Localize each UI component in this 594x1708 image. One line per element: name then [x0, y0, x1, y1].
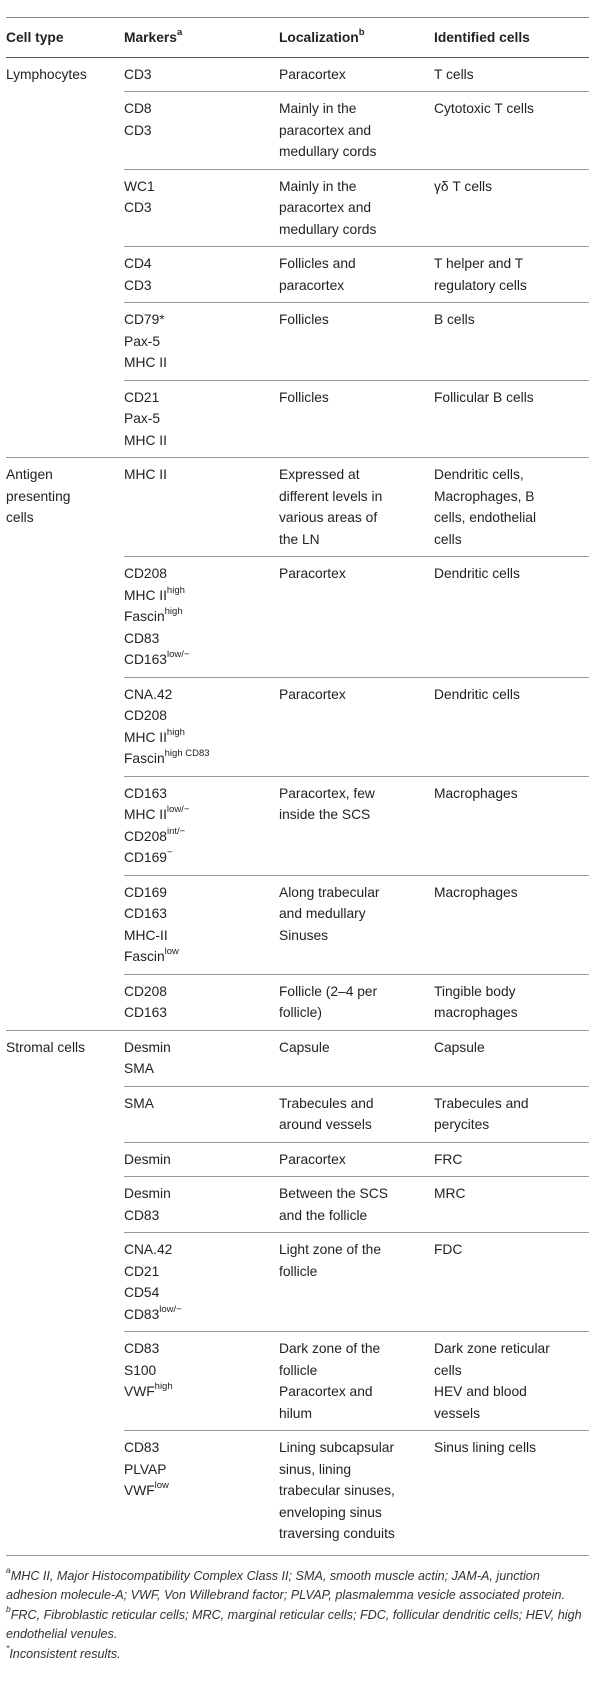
markers-line: CD83 — [124, 630, 160, 646]
markers-cell — [124, 169, 279, 247]
footnote — [6, 1603, 586, 1643]
cell-type-line: Lymphocytes — [6, 66, 87, 82]
markers-line: CD3 — [124, 200, 152, 215]
identifieds-cell-line: MRC — [434, 1186, 466, 1201]
identifieds-cell-line: Follicular B cells — [434, 389, 534, 405]
column-header-footnote-mark: a — [176, 27, 183, 39]
table-footnotes — [6, 1564, 586, 1666]
localization-line: Trabecules and — [279, 1095, 374, 1111]
markers-line: CD163 — [124, 1005, 167, 1020]
identified-cells-cell — [434, 458, 589, 557]
markers-line: MHC II — [124, 355, 167, 370]
markers-cell — [124, 1431, 279, 1551]
localization-line: paracortex and — [279, 122, 372, 138]
identified-cells-cell — [434, 1030, 589, 1086]
markers-line: Fascin$^{high}$ — [124, 606, 183, 624]
footnote — [6, 1642, 586, 1664]
localization-line: sinus, lining — [279, 1461, 352, 1477]
localization-line: Paracortex — [279, 66, 346, 82]
table-row — [6, 1030, 589, 1086]
identifieds-cell-line: Trabecules and — [434, 1095, 529, 1111]
markers-line: Pax-5 — [124, 333, 161, 349]
markers-cell — [124, 303, 279, 381]
footnote-mark: * — [6, 1642, 10, 1653]
cell-type-line: cells — [6, 510, 34, 525]
markers-line: $VWF^{low}$ — [124, 1480, 169, 1498]
localization-cell — [279, 303, 434, 381]
identified-cells-cell — [434, 1431, 589, 1551]
localization-line: Paracortex and — [279, 1384, 373, 1399]
column-header — [434, 18, 589, 58]
markers-line: SMA — [124, 1061, 154, 1076]
localization-cell — [279, 1233, 434, 1332]
localization-line: Along trabecular — [279, 884, 380, 900]
identifieds-cell-line: vessels — [434, 1405, 481, 1421]
superscript: int/− — [166, 825, 186, 837]
table-row — [6, 458, 589, 557]
markers-line: MHC $II^{high}$ — [124, 584, 185, 603]
localization-line: Capsule — [279, 1039, 330, 1055]
localization-line: Mainly in the — [279, 178, 357, 194]
markers-line: CNA.42 — [124, 1242, 173, 1257]
localization-cell — [279, 974, 434, 1030]
identifieds-cell-line: Macrophages — [434, 884, 518, 900]
cell-type-cell — [6, 57, 124, 458]
identifieds-cell-line: T cells — [434, 66, 474, 82]
markers-line: CD169 — [124, 884, 167, 900]
localization-line: Paracortex — [279, 686, 346, 702]
column-header-footnote-mark: b — [358, 27, 365, 39]
localization-cell — [279, 1177, 434, 1233]
localization-line: Dark zone of the — [279, 1341, 381, 1356]
identified-cells-cell — [434, 1177, 589, 1233]
localization-line: Follicles — [279, 389, 329, 405]
localization-cell — [279, 776, 434, 875]
markers-line: Fascin$^{low}$ — [124, 946, 179, 964]
identified-cells-cell — [434, 1233, 589, 1332]
clipped-caption-remnant — [0, 0, 594, 8]
identifieds-cell-line: Dendritic cells — [434, 566, 520, 581]
identifieds-cell-line: cells — [434, 531, 462, 547]
localization-cell — [279, 57, 434, 92]
localization-line: different levels in — [279, 488, 383, 504]
identifieds-cell-line: Macrophages, B — [434, 488, 535, 504]
localization-line: medullary cords — [279, 221, 377, 237]
markers-line: CD83 — [124, 1440, 160, 1455]
identifieds-cell-line: Cytotoxic T cells — [434, 101, 534, 116]
footnote — [6, 1564, 586, 1604]
table-header — [6, 18, 589, 58]
localization-line: paracortex — [279, 277, 345, 293]
localization-line: Paracortex, few — [279, 785, 375, 801]
column-header-label: Cell type — [6, 30, 64, 45]
localization-line: Expressed at — [279, 467, 360, 482]
markers-line: CD169− — [124, 847, 173, 865]
markers-cell — [124, 247, 279, 303]
markers-line: $CD83^{low/-}$ — [124, 1303, 182, 1322]
table-bottom-rule — [6, 1555, 589, 1556]
markers-line: Desmin — [124, 1151, 171, 1167]
identifieds-cell-line: perycites — [434, 1117, 490, 1132]
localization-line: Paracortex — [279, 566, 346, 581]
markers-line: $CD163^{low/-}$ — [124, 649, 190, 667]
localization-line: Mainly in the — [279, 101, 357, 116]
identified-cells-cell — [434, 1142, 589, 1177]
identifieds-cell-line: HEV and blood — [434, 1384, 527, 1399]
identifieds-cell-line: T helper and T — [434, 256, 524, 271]
identified-cells-cell — [434, 169, 589, 247]
markers-line: S100 — [124, 1362, 157, 1378]
identifieds-cell-line: Dark zone reticular — [434, 1341, 550, 1356]
superscript: high — [166, 584, 185, 596]
footnote-mark: b — [6, 1603, 11, 1614]
localization-line: traversing conduits — [279, 1526, 395, 1541]
superscript: low/− — [166, 649, 190, 661]
localization-line: paracortex and — [279, 200, 372, 215]
markers-cell — [124, 1030, 279, 1086]
markers-cell — [124, 92, 279, 170]
markers-cell — [124, 557, 279, 678]
markers-cell — [124, 1233, 279, 1332]
markers-line: MHC $II^{high}$ — [124, 726, 185, 745]
identifieds-cell-line: Dendritic cells — [434, 686, 520, 702]
superscript: high — [166, 726, 185, 738]
markers-cell — [124, 1332, 279, 1431]
localization-line: Follicles — [279, 312, 329, 327]
localization-line: Lining subcapsular — [279, 1440, 395, 1455]
identified-cells-cell — [434, 1332, 589, 1431]
footnote-mark: a — [6, 1564, 11, 1575]
identifieds-cell-line: FDC — [434, 1242, 463, 1257]
markers-cell — [124, 57, 279, 92]
identified-cells-cell — [434, 974, 589, 1030]
cell-type-cell — [6, 1030, 124, 1551]
localization-cell — [279, 875, 434, 974]
identifieds-cell-line: cells, endothelial — [434, 510, 537, 525]
markers-line: CD3 — [124, 122, 152, 138]
cell-type-line: Antigen — [6, 467, 53, 482]
identifieds-cell-line: Tingible body — [434, 983, 516, 999]
markers-line: Fascin$^{high CD83}$ — [124, 748, 210, 766]
identifieds-cell-line: B cells — [434, 312, 475, 327]
markers-line: CNA.42 — [124, 686, 173, 702]
markers-line: PLVAP — [124, 1461, 167, 1477]
markers-line: CD208 — [124, 566, 167, 581]
localization-cell — [279, 380, 434, 458]
markers-line: MHC $II^{low/-}$ — [124, 804, 190, 822]
markers-line: CD208 — [124, 708, 167, 723]
markers-line: MHC II — [124, 467, 167, 482]
markers-line: CD4 — [124, 256, 152, 271]
localization-cell — [279, 1431, 434, 1551]
identifieds-cell-line: FRC — [434, 1151, 463, 1167]
markers-line: CD208 — [124, 983, 167, 999]
localization-line: enveloping sinus — [279, 1504, 382, 1520]
identifieds-cell-line: cells — [434, 1362, 462, 1378]
identifieds-cell-line: Dendritic cells, — [434, 467, 524, 482]
localization-line: and medullary — [279, 906, 366, 921]
localization-cell — [279, 677, 434, 776]
markers-line: SMA — [124, 1095, 154, 1111]
localization-line: follicle) — [279, 1005, 322, 1020]
superscript: low/− — [166, 804, 190, 816]
markers-cell — [124, 1086, 279, 1142]
identified-cells-cell — [434, 380, 589, 458]
identified-cells-cell — [434, 677, 589, 776]
superscript: high — [154, 1381, 173, 1393]
markers-line: Pax-5 — [124, 411, 161, 426]
superscript: high CD83 — [164, 748, 210, 760]
markers-cell — [124, 677, 279, 776]
identifieds-cell-line: regulatory cells — [434, 277, 527, 293]
cell-type-line: Stromal cells — [6, 1039, 85, 1055]
markers-line: MHC II — [124, 432, 167, 448]
identified-cells-cell — [434, 57, 589, 92]
footnote-text: Inconsistent results. — [9, 1647, 121, 1661]
localization-line: the LN — [279, 531, 320, 547]
identified-cells-cell — [434, 557, 589, 678]
footnote-text: FRC, Fibroblastic reticular cells; MRC, marginal reticular cells; FDC, follicular dendritic cells; HEV, high endothelial venules. — [6, 1608, 582, 1641]
column-header — [279, 18, 434, 58]
markers-cell — [124, 776, 279, 875]
identified-cells-cell — [434, 875, 589, 974]
localization-line: around vessels — [279, 1117, 372, 1132]
markers-cell — [124, 458, 279, 557]
markers-line: CD21 — [124, 389, 160, 405]
markers-cell — [124, 1177, 279, 1233]
markers-line: CD83 — [124, 1341, 160, 1356]
column-header-label: Markers — [124, 30, 177, 45]
markers-line: CD79* — [124, 312, 165, 327]
markers-cell — [124, 1142, 279, 1177]
cell-type-cell — [6, 458, 124, 1031]
superscript: − — [166, 847, 173, 859]
superscript: high — [164, 606, 183, 618]
localization-line: medullary cords — [279, 144, 377, 159]
identifieds-cell-line: macrophages — [434, 1005, 518, 1020]
markers-line: CD3 — [124, 66, 152, 82]
identifieds-cell-line: Capsule — [434, 1039, 485, 1055]
localization-line: various areas of — [279, 510, 378, 525]
localization-cell — [279, 169, 434, 247]
localization-line: trabecular sinuses, — [279, 1483, 395, 1498]
table-row — [6, 57, 589, 92]
localization-cell — [279, 247, 434, 303]
markers-line: CD54 — [124, 1285, 160, 1300]
markers-line: CD21 — [124, 1263, 160, 1279]
localization-cell — [279, 1332, 434, 1431]
identifieds-cell-line: γδ T cells — [434, 178, 493, 194]
markers-line: MHC-II — [124, 927, 168, 943]
localization-cell — [279, 1086, 434, 1142]
cell-type-line: presenting — [6, 488, 71, 504]
identifieds-cell-line: Macrophages — [434, 785, 518, 801]
identified-cells-cell — [434, 247, 589, 303]
markers-line: CD163 — [124, 785, 167, 801]
localization-cell — [279, 92, 434, 170]
column-header — [6, 18, 124, 58]
identified-cells-cell — [434, 1086, 589, 1142]
table-body — [6, 57, 589, 1551]
localization-cell — [279, 1030, 434, 1086]
column-header-label: Localization — [279, 30, 359, 45]
column-header-label: Identified cells — [434, 30, 530, 45]
markers-line: $VWF^{high}$ — [124, 1381, 173, 1399]
markers-line: CD3 — [124, 277, 152, 293]
identified-cells-cell — [434, 92, 589, 170]
markers-line: Desmin — [124, 1039, 171, 1055]
identified-cells-cell — [434, 303, 589, 381]
localization-cell — [279, 557, 434, 678]
markers-line: WC1 — [124, 178, 155, 194]
localization-line: and the follicle — [279, 1207, 368, 1223]
footnote-text: MHC II, Major Histocompatibility Complex Class II; SMA, smooth muscle actin; JAM-A, junction adhesion molecule-A; VWF, Von Willebrand factor; PLVAP, plasmalemma vesicle associated protein. — [6, 1569, 565, 1602]
markers-line: $CD208^{int/-}$ — [124, 825, 186, 844]
superscript: low — [164, 946, 179, 958]
localization-line: follicle — [279, 1263, 318, 1279]
identifieds-cell-line: Sinus lining cells — [434, 1440, 536, 1455]
markers-table — [6, 17, 589, 1551]
localization-line: inside the SCS — [279, 807, 371, 822]
column-header — [124, 18, 279, 58]
localization-line: Sinuses — [279, 927, 329, 943]
localization-line: Light zone of the — [279, 1242, 382, 1257]
localization-cell — [279, 458, 434, 557]
markers-cell — [124, 380, 279, 458]
markers-line: CD83 — [124, 1207, 160, 1223]
localization-line: Follicle (2–4 per — [279, 983, 378, 999]
localization-line: Paracortex — [279, 1151, 346, 1167]
markers-line: CD8 — [124, 101, 152, 116]
markers-cell — [124, 974, 279, 1030]
superscript: low — [154, 1480, 169, 1492]
markers-line: Desmin — [124, 1186, 171, 1201]
localization-line: hilum — [279, 1405, 312, 1421]
localization-line: Follicles and — [279, 256, 356, 271]
markers-line: CD163 — [124, 906, 167, 921]
superscript: low/− — [159, 1303, 182, 1315]
markers-cell — [124, 875, 279, 974]
localization-line: follicle — [279, 1362, 318, 1378]
localization-cell — [279, 1142, 434, 1177]
identified-cells-cell — [434, 776, 589, 875]
localization-line: Between the SCS — [279, 1186, 388, 1201]
